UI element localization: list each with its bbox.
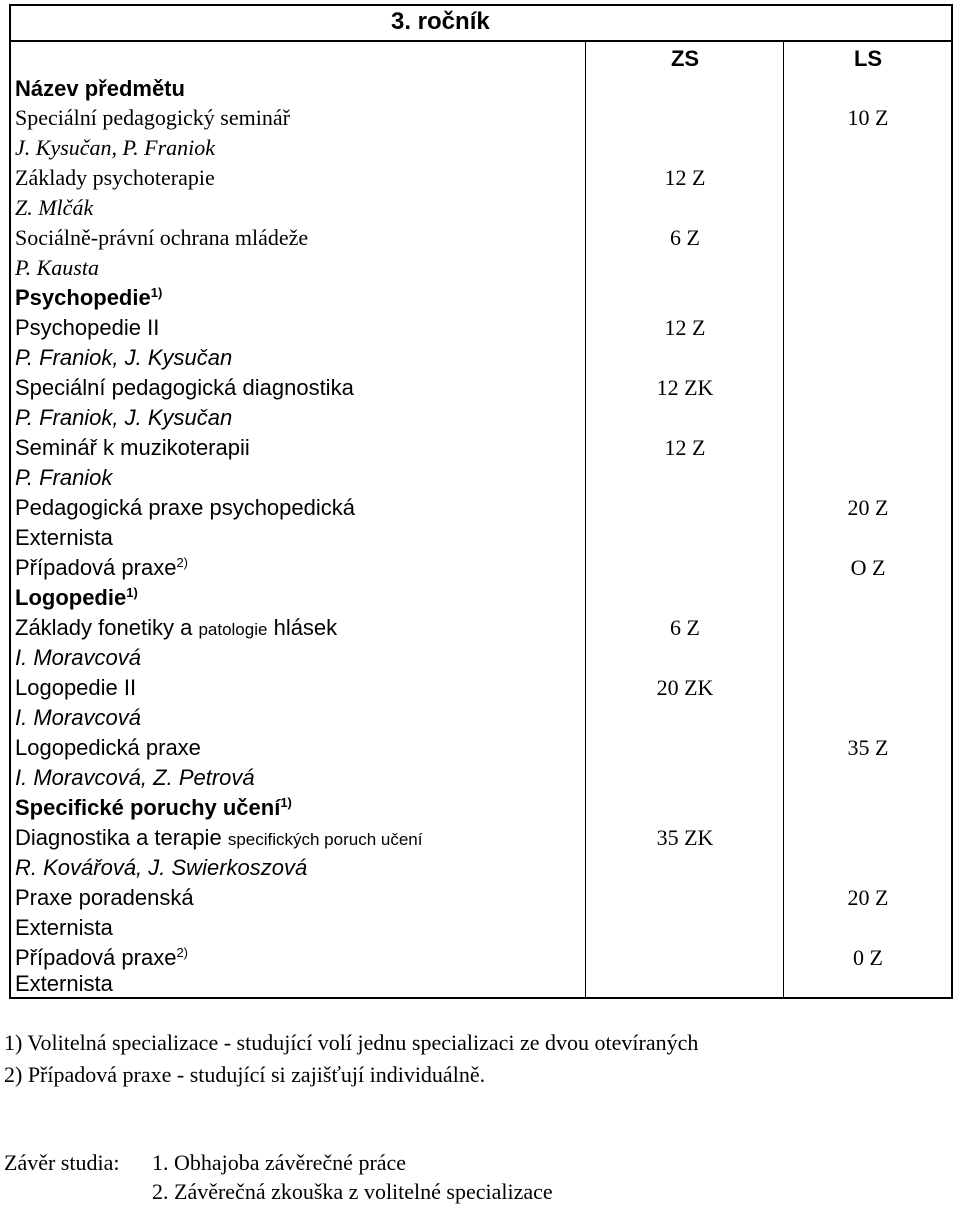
- table-row: [11, 313, 951, 343]
- table-row: [11, 343, 951, 373]
- teacher-name: I. Moravcová, Z. Petrová: [15, 765, 255, 790]
- zs-value: 12 ZK: [656, 375, 714, 400]
- table-row: [11, 823, 951, 853]
- table-row: [11, 193, 951, 223]
- conclusion-label: Závěr studia:: [4, 1150, 120, 1175]
- table-row: [11, 553, 951, 583]
- table-row: [11, 103, 951, 133]
- table-row: [11, 133, 951, 163]
- conclusion-item-2: 2. Závěrečná zkouška z volitelné specializace: [152, 1179, 553, 1204]
- subject-name: Pedagogická praxe psychopedická: [15, 495, 356, 520]
- header-ls: LS: [853, 46, 883, 71]
- teacher-name: R. Kovářová, J. Swierkoszová: [15, 855, 308, 880]
- teacher-name: I. Moravcová: [15, 645, 141, 670]
- zs-value: 12 Z: [664, 165, 706, 190]
- column-header-row: [11, 44, 951, 74]
- conclusion-item-1: 1. Obhajoba závěrečné práce: [152, 1150, 407, 1175]
- subject-name: Logopedická praxe: [15, 735, 201, 760]
- table-row: [11, 969, 951, 999]
- table-row: [11, 643, 951, 673]
- section-row: [11, 583, 951, 613]
- teacher-name: I. Moravcová: [15, 705, 141, 730]
- table-row: [11, 703, 951, 733]
- table-row: [11, 163, 951, 193]
- year-header: [11, 6, 951, 42]
- zs-value: 12 Z: [664, 315, 706, 340]
- subject-name: Základy psychoterapie: [15, 165, 215, 190]
- ls-value: 20 Z: [847, 495, 889, 520]
- curriculum-table: [9, 4, 953, 999]
- table-row: [11, 403, 951, 433]
- subject-name: Případová praxe$^{2)}$: [15, 555, 188, 580]
- teacher-name: P. Kausta: [15, 255, 99, 280]
- teacher-name: Externista: [15, 915, 113, 940]
- zs-value: 6 Z: [670, 225, 700, 250]
- header-zs: ZS: [670, 46, 700, 71]
- zs-value: 6 Z: [670, 615, 700, 640]
- subject-name: Diagnostika a terapie specifických poruch učení: [15, 825, 423, 850]
- section-row: [11, 283, 951, 313]
- subject-name: Seminář k muzikoterapii: [15, 435, 250, 460]
- subject-name: Případová praxe$^{2)}$: [15, 945, 188, 970]
- table-row: [11, 613, 951, 643]
- table-row: [11, 913, 951, 943]
- teacher-name: Z. Mlčák: [15, 195, 94, 220]
- subject-name: Speciální pedagogická diagnostika: [15, 375, 354, 400]
- section-title: Logopedie$^{1)}$: [15, 585, 138, 610]
- ls-value: 20 Z: [847, 885, 889, 910]
- ls-value: 10 Z: [847, 105, 889, 130]
- table-row: [11, 223, 951, 253]
- teacher-name: P. Franiok: [15, 465, 113, 490]
- zs-value: 35 ZK: [656, 825, 714, 850]
- footnote-2: 2) Případová praxe - studující si zajišťují individuálně.: [4, 1062, 486, 1087]
- table-row: [11, 433, 951, 463]
- teacher-name: J. Kysučan, P. Franiok: [15, 135, 216, 160]
- table-row: [11, 883, 951, 913]
- section-title: Specifické poruchy učení$^{1)}$: [15, 795, 292, 820]
- footnote-1: 1) Volitelná specializace - studující volí jednu specializaci ze dvou otevíraných: [4, 1030, 699, 1055]
- zs-value: 12 Z: [664, 435, 706, 460]
- table-row: [11, 853, 951, 883]
- ls-value: 0 Z: [853, 945, 883, 970]
- section-row: [11, 793, 951, 823]
- teacher-name: Externista: [15, 971, 113, 996]
- subject-name: Praxe poradenská: [15, 885, 194, 910]
- subject-name: Sociálně-právní ochrana mládeže: [15, 225, 309, 250]
- table-row: [11, 523, 951, 553]
- zs-value: 20 ZK: [656, 675, 714, 700]
- table-row: [11, 463, 951, 493]
- teacher-name: P. Franiok, J. Kysučan: [15, 345, 233, 370]
- teacher-name: Externista: [15, 525, 113, 550]
- table-row: [11, 733, 951, 763]
- subject-name: Základy fonetiky a patologie hlásek: [15, 615, 338, 640]
- table-row: [11, 673, 951, 703]
- year-title: 3. ročník: [391, 8, 490, 35]
- ls-value: O Z: [850, 555, 886, 580]
- subject-name: Psychopedie II: [15, 315, 160, 340]
- ls-value: 35 Z: [847, 735, 889, 760]
- section-title: Psychopedie$^{1)}$: [15, 285, 163, 310]
- subject-header-row: [11, 74, 951, 104]
- header-subject: Název předmětu: [15, 76, 185, 101]
- table-row: [11, 373, 951, 403]
- table-row: [11, 763, 951, 793]
- table-row: [11, 253, 951, 283]
- table-row: [11, 493, 951, 523]
- teacher-name: P. Franiok, J. Kysučan: [15, 405, 233, 430]
- subject-name: Logopedie II: [15, 675, 137, 700]
- subject-name: Speciální pedagogický seminář: [15, 105, 290, 130]
